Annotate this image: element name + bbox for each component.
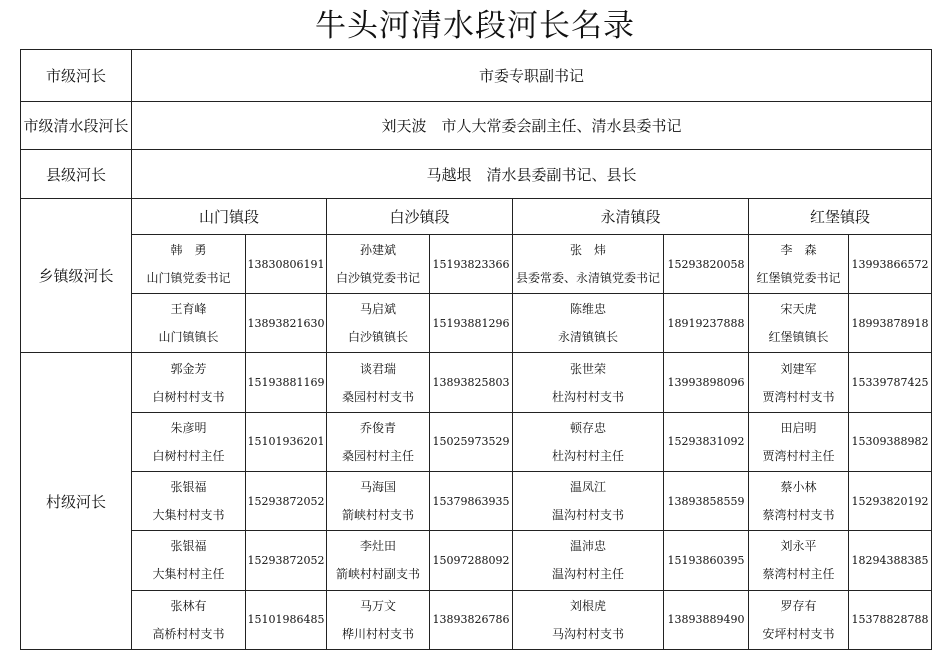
person-name: 张 炜 — [569, 243, 606, 258]
person-title: 白沙镇镇长 — [347, 330, 408, 345]
person-name-title-cell — [749, 234, 849, 293]
person-name: 刘永平 — [780, 539, 817, 554]
person-name: 刘建军 — [780, 361, 817, 376]
person-title: 山门镇党委书记 — [146, 271, 231, 286]
row-value: 刘天波 市人大常委会副主任、清水县委书记 — [132, 102, 932, 150]
phone-number: 13993866572 — [849, 234, 932, 293]
person-name-title-cell — [513, 353, 664, 412]
section-header: 山门镇段 — [132, 198, 327, 234]
person-name: 罗存有 — [780, 598, 817, 613]
person-name-title-cell — [749, 472, 849, 531]
phone-number: 18993878918 — [849, 294, 932, 353]
person-name-title-cell — [132, 353, 246, 412]
person-title: 贾湾村村主任 — [762, 448, 835, 463]
row-value: 市委专职副书记 — [132, 50, 932, 102]
phone-number: 13893825803 — [430, 353, 513, 412]
phone-number: 15193823366 — [430, 234, 513, 293]
person-name-title-cell — [327, 531, 430, 590]
person-name-title-cell — [132, 234, 246, 293]
person-name-title-cell — [749, 412, 849, 471]
row-label: 县级河长 — [21, 150, 132, 198]
person-name-title-cell — [513, 472, 664, 531]
person-name-title-cell — [327, 412, 430, 471]
person-name-title-cell — [132, 472, 246, 531]
leader-row — [21, 102, 932, 150]
person-name: 马启斌 — [359, 302, 396, 317]
person-title: 大集村村支书 — [152, 508, 225, 523]
town-level-label: 乡镇级河长 — [21, 198, 132, 353]
phone-number: 15025973529 — [430, 412, 513, 471]
village-level-label: 村级河长 — [21, 353, 132, 650]
phone-number: 13993898096 — [664, 353, 749, 412]
person-title: 红堡镇镇长 — [768, 330, 829, 345]
person-title: 温沟村村支书 — [551, 508, 624, 523]
phone-number: 15379863935 — [430, 472, 513, 531]
person-title: 箭峡村村支书 — [341, 508, 414, 523]
person-name-title-cell — [513, 590, 664, 649]
phone-number: 18294388385 — [849, 531, 932, 590]
leader-row — [21, 150, 932, 198]
person-name-title-cell — [132, 590, 246, 649]
person-row — [21, 590, 932, 649]
person-title: 高桥村村支书 — [152, 626, 225, 641]
person-name-title-cell — [327, 472, 430, 531]
person-name-title-cell — [327, 234, 430, 293]
section-header: 白沙镇段 — [327, 198, 513, 234]
person-name: 韩 勇 — [170, 243, 207, 258]
person-name: 王育峰 — [170, 302, 207, 317]
person-name-title-cell — [513, 412, 664, 471]
person-name: 顿存忠 — [569, 420, 606, 435]
person-name: 温沛忠 — [569, 539, 606, 554]
phone-number: 13893889490 — [664, 590, 749, 649]
person-title: 蔡湾村村主任 — [762, 567, 835, 582]
phone-number: 15378828788 — [849, 590, 932, 649]
person-name: 刘根虎 — [569, 598, 606, 613]
person-title: 永清镇镇长 — [557, 330, 618, 345]
person-name: 马海国 — [359, 480, 396, 495]
phone-number: 15293831092 — [664, 412, 749, 471]
phone-number: 15193860395 — [664, 531, 749, 590]
phone-number: 15193881296 — [430, 294, 513, 353]
person-row — [21, 294, 932, 353]
phone-number: 15293820058 — [664, 234, 749, 293]
row-value: 马越垠 清水县委副书记、县长 — [132, 150, 932, 198]
person-name-title-cell — [132, 412, 246, 471]
person-name: 张世荣 — [569, 361, 606, 376]
phone-number: 13893826786 — [430, 590, 513, 649]
person-title: 山门镇镇长 — [158, 330, 219, 345]
phone-number: 13893821630 — [246, 294, 327, 353]
phone-number: 15293872052 — [246, 531, 327, 590]
person-name: 田启明 — [780, 420, 817, 435]
person-title: 桑园村村主任 — [341, 448, 414, 463]
person-title: 红堡镇党委书记 — [756, 271, 841, 286]
person-name: 孙建斌 — [359, 243, 396, 258]
person-name: 陈维忠 — [569, 302, 606, 317]
person-title: 杜沟村村主任 — [551, 448, 624, 463]
person-title: 白树村村支书 — [152, 389, 225, 404]
person-name: 宋天虎 — [780, 302, 817, 317]
person-name: 李 森 — [780, 243, 817, 258]
person-name: 朱彦明 — [170, 420, 207, 435]
row-label: 市级清水段河长 — [21, 102, 132, 150]
section-header-row — [21, 198, 932, 234]
person-title: 桦川村村支书 — [341, 626, 414, 641]
person-title: 马沟村村支书 — [551, 626, 624, 641]
person-title: 蔡湾村村支书 — [762, 508, 835, 523]
phone-number: 15101986485 — [246, 590, 327, 649]
phone-number: 15293872052 — [246, 472, 327, 531]
leader-row — [21, 50, 932, 102]
person-title: 箭峡村村副支书 — [335, 567, 420, 582]
phone-number: 15193881169 — [246, 353, 327, 412]
phone-number: 15097288092 — [430, 531, 513, 590]
person-name-title-cell — [327, 294, 430, 353]
person-name: 李灶田 — [359, 539, 396, 554]
person-name-title-cell — [513, 531, 664, 590]
person-title: 县委常委、永清镇党委书记 — [515, 271, 660, 286]
person-name: 马万文 — [359, 598, 396, 613]
person-title: 杜沟村村支书 — [551, 389, 624, 404]
phone-number: 15309388982 — [849, 412, 932, 471]
phone-number: 13893858559 — [664, 472, 749, 531]
person-name: 张林有 — [170, 598, 207, 613]
section-header: 红堡镇段 — [749, 198, 932, 234]
person-name: 温凤江 — [569, 480, 606, 495]
person-name: 谈君瑞 — [359, 361, 396, 376]
person-name: 蔡小林 — [780, 480, 817, 495]
person-name-title-cell — [513, 234, 664, 293]
phone-number: 13830806191 — [246, 234, 327, 293]
person-name-title-cell — [513, 294, 664, 353]
person-name-title-cell — [327, 590, 430, 649]
person-name: 张银福 — [170, 480, 207, 495]
person-title: 安坪村村支书 — [762, 626, 835, 641]
person-name: 郭金芳 — [170, 361, 207, 376]
person-name-title-cell — [749, 590, 849, 649]
section-header: 永清镇段 — [513, 198, 749, 234]
person-name: 张银福 — [170, 539, 207, 554]
river-chief-table — [20, 49, 932, 650]
person-title: 温沟村村主任 — [551, 567, 624, 582]
person-title: 大集村村主任 — [152, 567, 225, 582]
person-row — [21, 531, 932, 590]
person-title: 贾湾村村支书 — [762, 389, 835, 404]
person-row — [21, 472, 932, 531]
phone-number: 15101936201 — [246, 412, 327, 471]
person-title: 白沙镇党委书记 — [335, 271, 420, 286]
phone-number: 15339787425 — [849, 353, 932, 412]
person-name-title-cell — [327, 353, 430, 412]
row-label: 市级河长 — [21, 50, 132, 102]
person-name-title-cell — [749, 531, 849, 590]
person-name-title-cell — [749, 353, 849, 412]
person-title: 桑园村村支书 — [341, 389, 414, 404]
person-name: 乔俊青 — [359, 420, 396, 435]
person-row — [21, 412, 932, 471]
person-row — [21, 234, 932, 293]
person-name-title-cell — [132, 294, 246, 353]
person-name-title-cell — [132, 531, 246, 590]
phone-number: 15293820192 — [849, 472, 932, 531]
phone-number: 18919237888 — [664, 294, 749, 353]
person-title: 白树村村主任 — [152, 448, 225, 463]
person-row — [21, 353, 932, 412]
person-name-title-cell — [749, 294, 849, 353]
page-title: 牛头河清水段河长名录 — [315, 8, 635, 44]
